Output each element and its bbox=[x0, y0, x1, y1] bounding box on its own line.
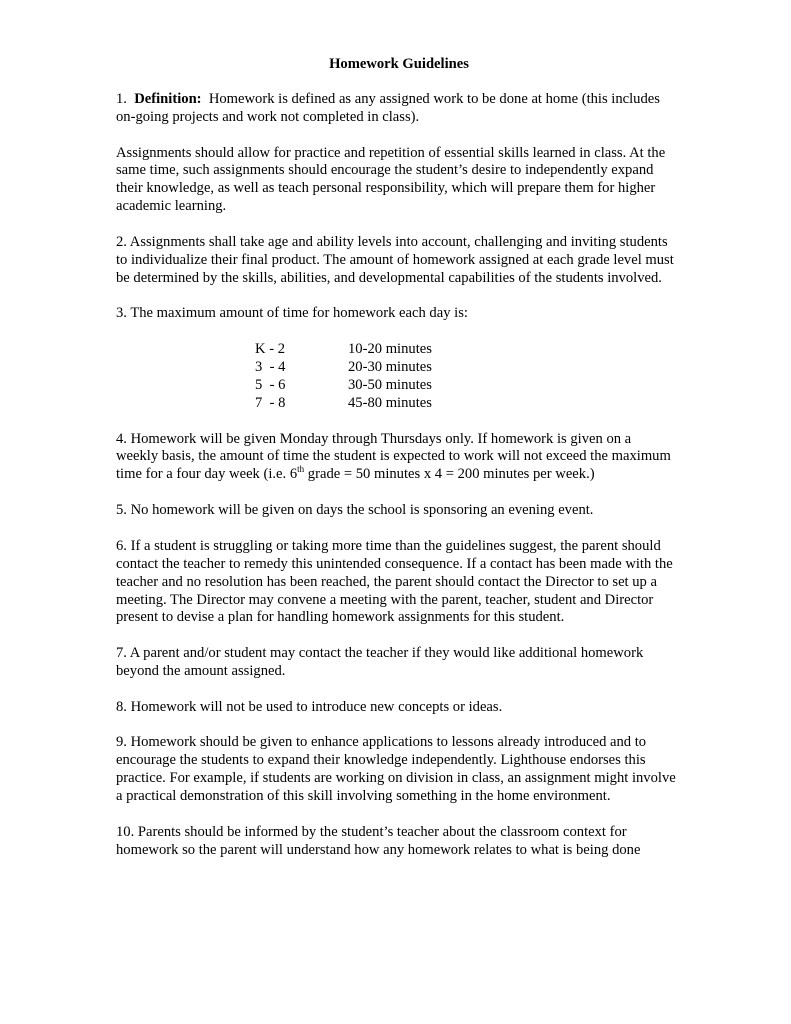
assignments-paragraph: Assignments should allow for practice and repetition of essential skills learned in class. At the same time, such assignments should encourage the student’s desire to independently expand their knowledge, as well as teach personal responsibility, which will prepare them for higher academic learning. bbox=[116, 144, 666, 215]
guideline-6: 6. If a student is struggling or taking more time than the guidelines suggest, the parent should contact the teacher to remedy this unintended consequence. If a contact has been made with the teacher and no resolution has been reached, the parent should contact the Director to set up a meeting. The Director may convene a meeting with the parent, teacher, student and Director present to devise a plan for handling homework assignments for this student. bbox=[116, 537, 673, 626]
grade-cell: 3 - 4 bbox=[255, 359, 286, 376]
page-title: Homework Guidelines bbox=[329, 56, 469, 72]
guideline-4-text-b: grade = 50 minutes x 4 = 200 minutes per week.) bbox=[304, 466, 595, 483]
guideline-4-text-a: 4. Homework will be given Monday through Thursdays only. If homework is given on a weekly basis, the amount of time the student is expected to work will not exceed the maximum time for a four day week (i.e. 6 bbox=[116, 430, 671, 483]
guideline-3: 3. The maximum amount of time for homework each day is: bbox=[116, 305, 468, 322]
document-page bbox=[116, 56, 676, 877]
table-row bbox=[255, 395, 432, 413]
table-row bbox=[255, 377, 432, 395]
guideline-1-number: 1. bbox=[116, 90, 127, 107]
ordinal-suffix: th bbox=[297, 464, 305, 475]
table-row bbox=[255, 359, 432, 377]
time-cell: 10-20 minutes bbox=[348, 341, 432, 358]
guideline-8: 8. Homework will not be used to introduce new concepts or ideas. bbox=[116, 698, 503, 715]
time-cell: 20-30 minutes bbox=[348, 359, 432, 376]
grade-cell: 7 - 8 bbox=[255, 394, 286, 411]
guideline-5: 5. No homework will be given on days the school is sponsoring an evening event. bbox=[116, 502, 594, 519]
guideline-9: 9. Homework should be given to enhance applications to lessons already introduced and to encourage the students to expand their knowledge independently. Lighthouse endorses this practice. For example, if students are working on division in class, an assignment might involve a practical demonstration of this skill involving something in the home environment. bbox=[116, 734, 676, 805]
grade-cell: K - 2 bbox=[255, 341, 285, 358]
definition-label: Definition: bbox=[134, 90, 202, 107]
guideline-2: 2. Assignments shall take age and ability levels into account, challenging and inviting students to individualize their final product. The amount of homework assigned at each grade level must be determined by the skills, abilities, and developmental capabilities of the students involved. bbox=[116, 233, 674, 286]
grade-cell: 5 - 6 bbox=[255, 376, 286, 393]
table-row bbox=[255, 341, 432, 359]
guideline-4 bbox=[116, 431, 676, 485]
guideline-1-text: Homework is defined as any assigned work to be done at home (this includes on-going projects and work not completed in class). bbox=[116, 90, 660, 125]
homework-time-table bbox=[255, 341, 432, 413]
time-cell: 30-50 minutes bbox=[348, 376, 432, 393]
guideline-7: 7. A parent and/or student may contact the teacher if they would like additional homework beyond the amount assigned. bbox=[116, 645, 644, 680]
guideline-1 bbox=[116, 91, 676, 127]
time-cell: 45-80 minutes bbox=[348, 394, 432, 411]
guideline-10: 10. Parents should be informed by the student’s teacher about the classroom context for homework so the parent will understand how any homework relates to what is being done bbox=[116, 823, 641, 858]
